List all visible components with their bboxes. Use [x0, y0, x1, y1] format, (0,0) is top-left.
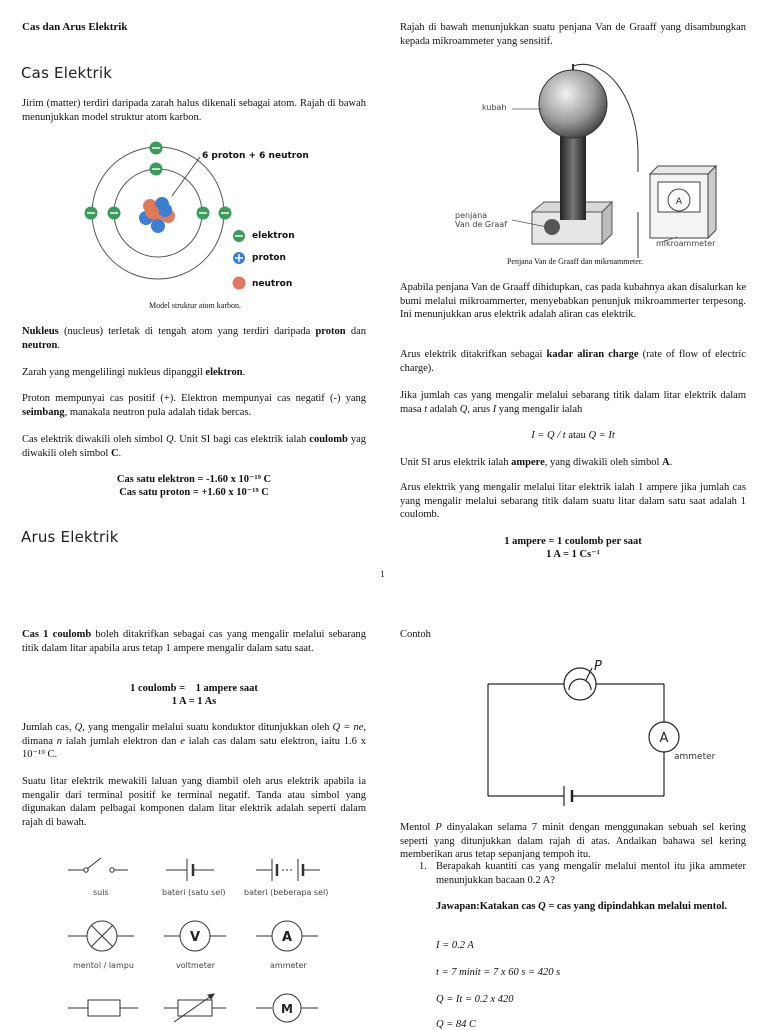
label-kubah: kubah	[482, 103, 507, 112]
legend-proton-label: proton	[252, 253, 286, 263]
coulomb-definition: 1 coulomb = 1 ampere saat	[130, 683, 258, 694]
label-bateri-beberapa: bateri (beberapa sel)	[244, 888, 329, 897]
question-1-text: Berapakah kuantiti cas yang mengalir melalui mentol itu jika ammeter menunjukkan bacaan 0.2 A?	[436, 861, 746, 886]
contoh-label: Contoh	[400, 629, 431, 640]
nucleus	[139, 197, 175, 233]
ampere-definition: 1 ampere = 1 coulomb per saat	[504, 536, 642, 547]
calc-current: I = 0.2 A	[436, 940, 474, 951]
calc-result: Q = 84 C	[436, 1019, 477, 1030]
example-circuit-diagram	[480, 656, 720, 806]
paragraph-coulomb: Cas 1 coulomb boleh ditakrifkan sebagai cas yang mengalir melalui sebarang titik dalam litar apabila arus tetap 1 ampere mengalir dalam satu saat.	[22, 629, 366, 654]
microammeter-box	[650, 166, 716, 174]
page-number: 1	[380, 569, 385, 579]
paragraph-unit: Unit SI arus elektrik ialah ampere, yang diwakili oleh simbol A.	[400, 457, 673, 468]
label-suis: suis	[93, 888, 109, 897]
label-mikroammeter: mikroammeter	[656, 239, 716, 248]
microammeter-symbol: A	[675, 197, 683, 207]
legend-neutron-dot	[233, 277, 246, 290]
document-title: Cas dan Arus Elektrik	[22, 21, 128, 33]
paragraph-ampere: Arus elektrik yang mengalir melalui litar elektrik ialah 1 ampere jika jumlah cas yang mengalir melalui sebarang titik dalam suatu litar dalam satu saat adalah 1 coulomb.	[400, 482, 746, 520]
legend-electron-label: elektron	[252, 231, 295, 241]
atom-caption: Model struktur atom karbon.	[149, 301, 241, 310]
intro-paragraph: Jirim (matter) terdiri daripada zarah halus dikenali sebagai atom. Rajah di bawah menunjukkan model struktur atom karbon.	[22, 98, 366, 123]
paragraph-nukleus: Nukleus (nucleus) terletak di tengah atom yang terdiri daripada proton dan neutron.	[22, 326, 366, 351]
label-penjana: penjana Van de Graaf	[455, 211, 508, 229]
question-1-number: 1.	[419, 861, 427, 872]
paragraph-jika: Jika jumlah cas yang mengalir melalui sebarang titik dalam litar elektrik dalam masa t adalah Q, arus I yang mengalir ialah	[400, 390, 746, 415]
coulomb-unit: 1 A = 1 As	[171, 696, 217, 707]
calc-time: t = 7 minit = 7 x 60 s = 420 s	[436, 967, 561, 978]
charge-electron: Cas satu elektron = -1.60 x 10⁻¹⁹ C	[116, 474, 272, 485]
ampere-unit: 1 A = 1 Cs⁻¹	[546, 549, 600, 560]
bulb-symbol	[564, 668, 596, 700]
proton-neutron-label: 6 proton + 6 neutron	[202, 151, 309, 161]
label-bateri-satu: bateri (satu sel)	[162, 888, 226, 897]
circuit-symbols-diagram	[62, 852, 342, 1024]
section-heading-arus-elektrik: Arus Elektrik	[21, 528, 119, 546]
bulb-p-label: P	[594, 659, 602, 674]
paragraph-cas: Cas elektrik diwakili oleh simbol Q. Unit SI bagi cas elektrik ialah coulomb yag diwakili oleh simbol C.	[22, 434, 366, 459]
multi-cell-symbol	[256, 859, 320, 881]
resistor-symbol	[68, 1000, 138, 1016]
lamp-symbol	[68, 921, 134, 951]
single-cell-symbol	[166, 859, 214, 881]
paragraph-suatu: Suatu litar elektrik mewakili laluan yang diambil oleh arus elektrik apabila ia mengalir dari terminal positif ke terminal negatif. Tanda atau simbol yang digunakan dalam pelbagai komponen dalam litar elektrik adalah seperti dalam rajah di bawah.	[22, 776, 366, 828]
voltmeter-letter: V	[189, 930, 201, 945]
paragraph-jumlah: Jumlah cas, Q, yang mengalir melalui suatu konduktor ditunjukkan oleh Q = ne, dimana n ialah jumlah elektron dan e ialah cas dalam satu elektron, iaitu 1.6 x 10⁻¹⁹ C.	[22, 722, 366, 760]
vdg-intro: Rajah di bawah menunjukkan suatu penjana Van de Graaff yang disambungkan kepada mikroammeter yang sensitif.	[400, 22, 746, 47]
charge-proton: Cas satu proton = +1.60 x 10⁻¹⁹ C	[119, 487, 269, 498]
paragraph-arus: Arus elektrik ditakrifkan sebagai kadar aliran charge (rate of flow of electric charge).	[400, 349, 746, 374]
calc-charge: Q = It = 0.2 x 420	[436, 994, 514, 1005]
legend-neutron-label: neutron	[252, 279, 293, 289]
circuit-ammeter-letter: A	[659, 731, 669, 746]
paragraph-proton: Proton mempunyai cas positif (+). Elektron mempunyai cas negatif (-) yang seimbang, manakala neutron pula adalah tidak bercas.	[22, 393, 366, 418]
paragraph-zarah: Zarah yang mengelilingi nukleus dipanggil elektron.	[22, 367, 246, 378]
vdg-caption: Penjana Van de Graaff dan mikroammeter.	[506, 257, 644, 266]
section-heading-cas-elektrik: Cas Elektrik	[21, 64, 113, 82]
answer-intro: Jawapan:Katakan cas Q = cas yang dipindahkan melalui mentol.	[436, 901, 728, 912]
paragraph-apabila: Apabila penjana Van de Graaff dihidupkan, cas pada kubahnya akan disalurkan ke bumi melalui mikroammerter, menyebabkan penunjuk mikroammerter terpesong. Ini menunjukkan arus elektrik adalah aliran cas elektrik.	[400, 282, 746, 320]
label-voltmeter: voltmeter	[176, 961, 216, 970]
current-formula: I = Q / t atau Q = It	[531, 430, 615, 441]
rheostat-symbol	[164, 994, 226, 1022]
label-ammeter: ammeter	[270, 961, 307, 970]
paragraph-mentol: Mentol P dinyalakan selama 7 minit dengan menggunakan sebuah sel kering seperti yang ditunjukkan dalam rajah di atas. Andaikan bahawa sel kering memberikan arus tetap sepanjang tempoh itu.	[400, 822, 746, 860]
motor-letter: M	[281, 1002, 293, 1016]
label-mentol: mentol / lampu	[73, 961, 134, 970]
kubah-dome	[539, 70, 607, 138]
switch-symbol	[68, 858, 128, 872]
ammeter-letter: A	[281, 930, 293, 945]
circuit-ammeter-label: ammeter	[674, 752, 716, 762]
carbon-atom-diagram	[80, 138, 320, 298]
